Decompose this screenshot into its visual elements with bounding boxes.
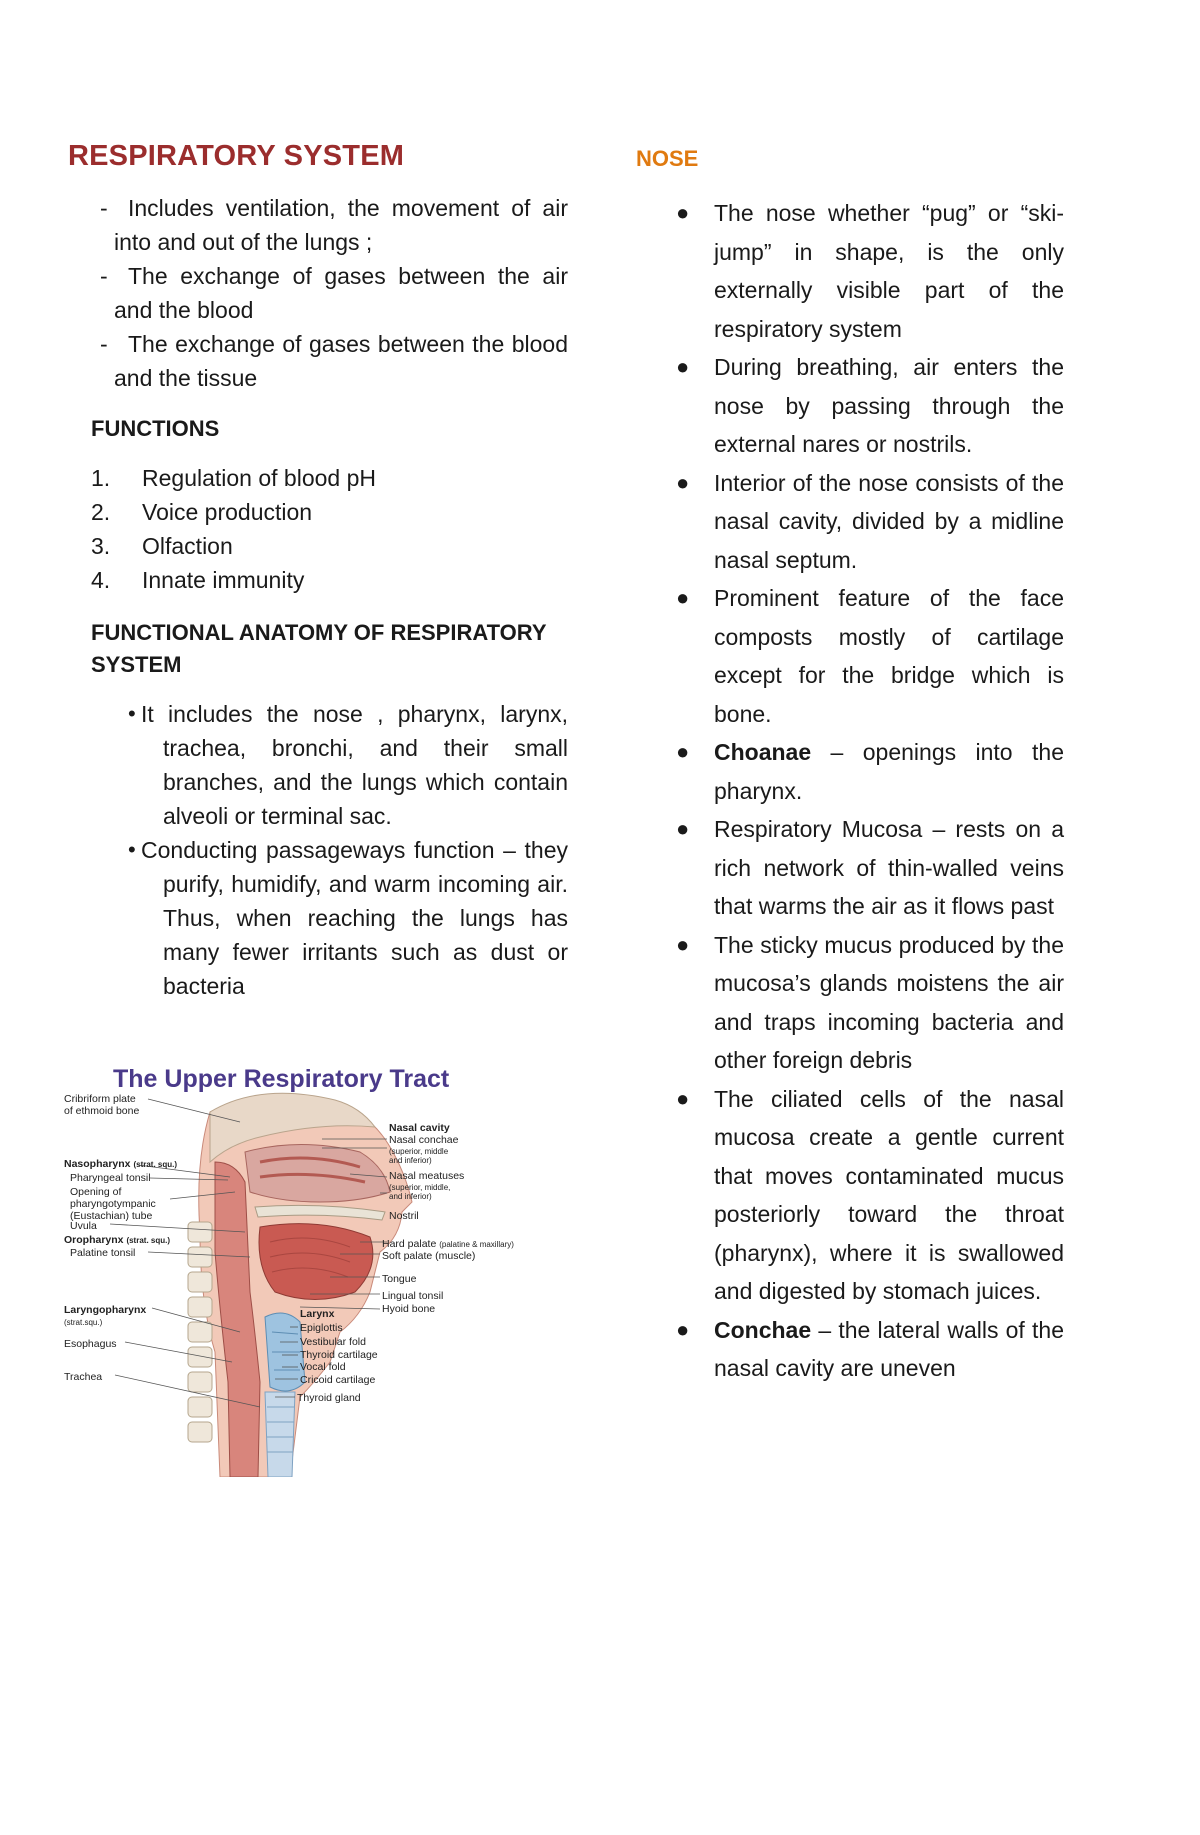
dash-marker: -: [100, 331, 108, 357]
label-esophagus: Esophagus: [64, 1338, 117, 1350]
label-opening-1: Opening of: [70, 1186, 122, 1198]
label-hard-palate-note: (palatine & maxillary): [439, 1240, 514, 1249]
label-oropharynx-name: Oropharynx: [64, 1234, 124, 1246]
function-item: [68, 495, 568, 529]
nose-heading: NOSE: [636, 146, 699, 171]
label-nasal-meatuses-note-1-text: (superior, middle,: [389, 1183, 451, 1192]
intro-list: [68, 191, 568, 395]
label-trachea: Trachea: [64, 1371, 103, 1383]
label-pharyngeal-tonsil: Pharyngeal tonsil: [70, 1172, 151, 1184]
intro-item: [68, 327, 568, 395]
figure-title: The Upper Respiratory Tract: [113, 1065, 450, 1093]
label-cricoid-cartilage: Cricoid cartilage: [300, 1374, 376, 1386]
nose-item-text: – the lateral walls of the nasal cavity are uneven: [714, 1316, 1064, 1381]
intro-text: The exchange of gases between the blood and the tissue: [114, 331, 568, 391]
label-nasal-conchae-note-2: [389, 1154, 432, 1167]
label-nasal-meatuses-note-2: [389, 1190, 432, 1203]
label-nasal-conchae-note-2-text: and inferior): [389, 1156, 432, 1165]
label-palatine-tonsil: Palatine tonsil: [70, 1247, 136, 1259]
nose-item-text: The ciliated cells of the nasal mucosa create a gentle current that moves contaminated mucus posteriorly toward the throat (pharynx), where it is swallowed and digested by stomach juices.: [714, 1085, 1064, 1304]
function-item: [68, 529, 568, 563]
bullet-marker: •: [128, 837, 136, 862]
anatomy-item: [68, 833, 568, 1003]
function-text: Voice production: [142, 499, 313, 525]
nose-item: [636, 348, 1064, 464]
bullet-marker: ●: [676, 469, 690, 495]
nose-item: [636, 1080, 1064, 1311]
nose-item: [636, 926, 1064, 1080]
function-text: Regulation of blood pH: [142, 465, 376, 491]
nose-item: [636, 810, 1064, 926]
label-laryngopharynx-note-text: (strat.squ.): [64, 1318, 103, 1327]
label-opening-3: (Eustachian) tube: [70, 1210, 153, 1222]
label-nasopharynx: [64, 1158, 177, 1171]
label-nasopharynx-name: Nasopharynx: [64, 1158, 131, 1170]
label-hard-palate-name: Hard palate: [382, 1238, 437, 1250]
label-tongue: Tongue: [382, 1273, 417, 1285]
functions-list: [68, 461, 568, 597]
bullet-marker: ●: [676, 585, 690, 610]
label-thyroid-gland: Thyroid gland: [297, 1392, 361, 1404]
label-vestibular-fold: Vestibular fold: [300, 1336, 366, 1348]
anatomy-item: [68, 697, 568, 833]
page-title: RESPIRATORY SYSTEM: [68, 140, 405, 172]
nose-item-text: The sticky mucus produced by the mucosa’s glands moistens the air and traps incoming bacteria and other foreign debris: [714, 931, 1064, 1073]
intro-item: [68, 259, 568, 327]
nose-item: [636, 464, 1064, 580]
label-laryngopharynx: Laryngopharynx: [64, 1304, 147, 1316]
anatomy-text: It includes the nose , pharynx, larynx, trachea, bronchi, and their small branches, and the lungs which contain alveoli or terminal sac.: [141, 701, 568, 829]
nose-item: [636, 733, 1064, 810]
label-lingual-tonsil: Lingual tonsil: [382, 1290, 444, 1302]
nose-item-text: Interior of the nose consists of the nasal cavity, divided by a midline nasal septum.: [714, 469, 1064, 573]
anatomy-heading: FUNCTIONAL ANATOMY OF RESPIRATORY SYSTEM: [91, 620, 547, 677]
functions-heading: FUNCTIONS: [91, 416, 220, 441]
nose-item-text: – openings into the pharynx.: [714, 739, 1064, 804]
nose-item-text: The nose whether “pug” or “ski-jump” in shape, is the only externally visible part of the respiratory system: [714, 200, 1064, 342]
label-hyoid-bone: Hyoid bone: [382, 1303, 436, 1315]
nose-list: [636, 194, 1064, 1388]
bullet-marker: ●: [676, 931, 690, 957]
label-laryngopharynx-note: [64, 1316, 102, 1329]
function-item: [68, 461, 568, 495]
nose-item-bold: Choanae: [714, 739, 812, 765]
function-number: 2.: [91, 499, 111, 525]
function-text: Olfaction: [142, 533, 233, 559]
bullet-marker: ●: [676, 1316, 690, 1342]
label-nasopharynx-note: (strat. squ.): [133, 1160, 178, 1169]
intro-text: Includes ventilation, the movement of air into and out of the lungs ;: [114, 195, 568, 255]
anatomy-list: [68, 697, 568, 1003]
intro-item: [68, 191, 568, 259]
label-opening-2: pharyngotympanic: [70, 1198, 156, 1210]
label-cribriform: Cribriform plate: [64, 1093, 136, 1105]
label-nasal-meatuses-note-2-text: and inferior): [389, 1192, 432, 1201]
nose-item-text: Respiratory Mucosa – rests on a rich network of thin-walled veins that warms the air as it flows past: [714, 816, 1064, 919]
label-soft-palate: Soft palate (muscle): [382, 1250, 476, 1262]
right-column: [636, 146, 1064, 1388]
label-oropharynx-note: (strat. squ.): [126, 1236, 170, 1245]
nose-item-text: Prominent feature of the face composts mostly of cartilage except for the bridge which is bone.: [714, 585, 1064, 727]
nose-item-text: During breathing, air enters the nose by passing through the external nares or nostrils.: [714, 354, 1064, 457]
label-nasal-conchae-note-1-text: (superior, middle: [389, 1147, 449, 1156]
nose-item: [636, 1311, 1064, 1388]
label-thyroid-cartilage: Thyroid cartilage: [300, 1349, 378, 1361]
anatomy-text: Conducting passageways function – they purify, humidify, and warm incoming air. Thus, when reaching the lungs has many fewer irritants such as dust or bacteria: [141, 837, 568, 999]
label-oropharynx: [64, 1234, 170, 1247]
bullet-marker: ●: [676, 816, 690, 841]
nose-item: [636, 194, 1064, 348]
label-nasal-cavity: Nasal cavity: [389, 1122, 450, 1134]
intro-text: The exchange of gases between the air and the blood: [114, 263, 568, 323]
bullet-marker: ●: [676, 1085, 690, 1111]
function-item: [68, 563, 568, 597]
left-column: [68, 140, 568, 1003]
label-nasal-meatuses: Nasal meatuses: [389, 1170, 465, 1182]
function-text: Innate immunity: [142, 567, 305, 593]
function-number: 4.: [91, 567, 111, 593]
label-vocal-fold: Vocal fold: [300, 1361, 346, 1373]
nose-item: [636, 579, 1064, 733]
label-nasal-conchae: Nasal conchae: [389, 1134, 459, 1146]
label-larynx: Larynx: [300, 1308, 335, 1320]
bullet-marker: ●: [676, 200, 690, 225]
bullet-marker: ●: [676, 739, 690, 764]
upper-respiratory-figure: [60, 1052, 514, 1477]
label-uvula: Uvula: [70, 1220, 97, 1232]
function-number: 1.: [91, 465, 111, 491]
function-number: 3.: [91, 533, 111, 559]
bullet-marker: ●: [676, 354, 690, 379]
dash-marker: -: [100, 263, 108, 289]
dash-marker: -: [100, 195, 108, 221]
label-nostril: Nostril: [389, 1210, 419, 1222]
label-cribriform-2: of ethmoid bone: [64, 1105, 140, 1117]
bullet-marker: •: [128, 701, 136, 726]
nose-item-bold: Conchae: [714, 1316, 812, 1343]
label-epiglottis: Epiglottis: [300, 1322, 343, 1334]
